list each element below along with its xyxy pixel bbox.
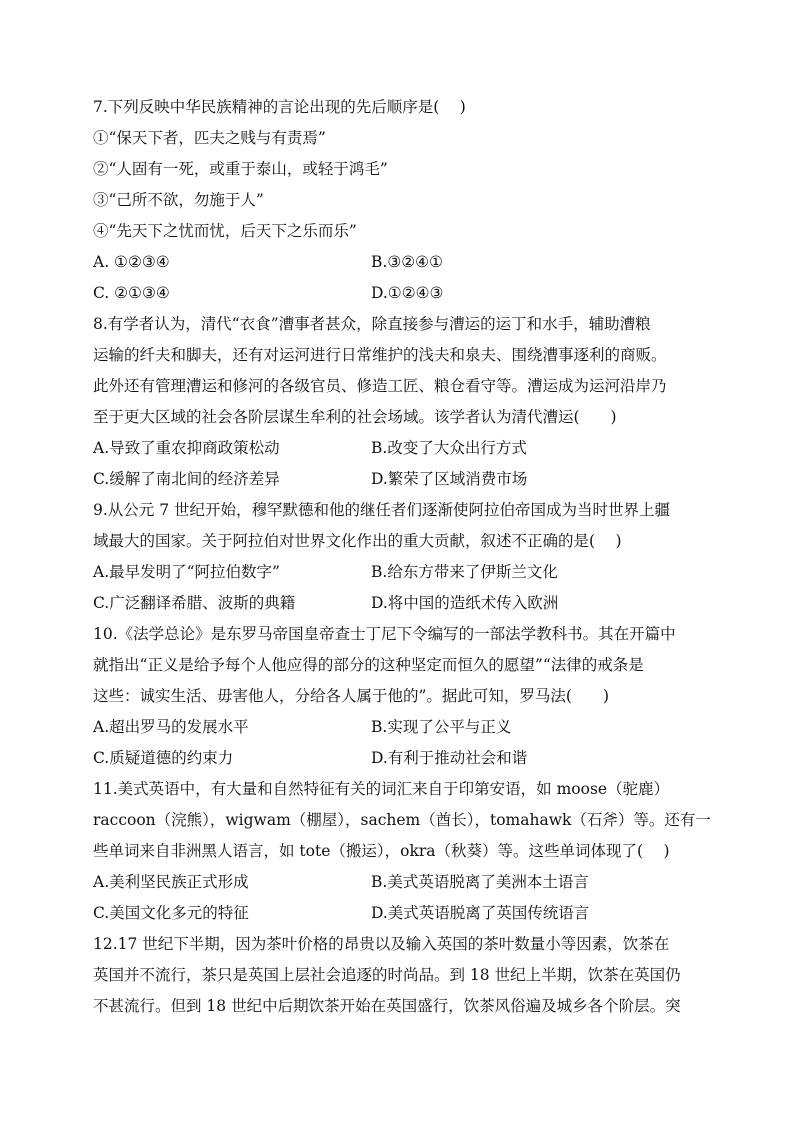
question-10 [93, 619, 705, 774]
option-b: B.改变了大众出行方式 [371, 439, 527, 457]
option-a: A.美利坚民族正式形成 [93, 873, 249, 891]
option-d: D.①②④③ [371, 284, 444, 302]
options-row [93, 247, 705, 278]
option-c: C. ②①③④ [93, 284, 170, 302]
options-row [93, 867, 705, 898]
option-a: A. ①②③④ [93, 253, 170, 271]
option-b: B.实现了公平与正义 [371, 718, 512, 736]
option-a: A.导致了重农抑商政策松动 [93, 439, 280, 457]
option-c: C.缓解了南北间的经济差异 [93, 470, 280, 488]
question-stem-line: 这些：诚实生活、毋害他人，分给各人属于他的”。据此可知，罗马法( ) [93, 687, 610, 705]
option-c: C.广泛翻译希腊、波斯的典籍 [93, 594, 296, 612]
question-stem-line: raccoon（浣熊），wigwam（棚屋），sachem（酋长），tomahawk（石斧）等。还有一 [93, 811, 711, 829]
question-9 [93, 495, 705, 619]
question-stem-line: 10.《法学总论》是东罗马帝国皇帝查士丁尼下令编写的一部法学教科书。其在开篇中 [93, 625, 676, 643]
option-d: D.美式英语脱离了英国传统语言 [371, 904, 590, 922]
options-row [93, 278, 705, 309]
question-stem-line: 就指出“正义是给予每个人他应得的部分的这种坚定而恒久的愿望”“法律的戒条是 [93, 656, 644, 674]
option-b: B.给东方带来了伊斯兰文化 [371, 563, 558, 581]
option-d: D.将中国的造纸术传入欧洲 [371, 594, 559, 612]
question-stem-line: 些单词来自非洲黑人语言，如 tote（搬运），okra（秋葵）等。这些单词体现了( ) [93, 842, 670, 860]
option-b: B.美式英语脱离了美洲本土语言 [371, 873, 589, 891]
exam-page [93, 92, 711, 1022]
question-item: ④“先天下之忧而忧，后天下之乐而乐” [93, 222, 357, 240]
options-row [93, 557, 705, 588]
question-stem-line: 此外还有管理漕运和修河的各级官员、修造工匠、粮仓看守等。漕运成为运河沿岸乃 [93, 377, 667, 395]
option-c: C.质疑道德的约束力 [93, 749, 234, 767]
option-b: B.③②④① [371, 253, 443, 271]
question-stem-line: 英国并不流行，茶只是英国上层社会追逐的时尚品。到 18 世纪上半期，饮茶在英国仍 [93, 966, 681, 984]
question-stem-line: 12.17 世纪下半期，因为茶叶价格的昂贵以及输入英国的茶叶数量小等因素，饮茶在 [93, 935, 670, 953]
question-stem-line: 运输的纤夫和脚夫，还有对运河进行日常维护的浅夫和泉夫、围绕漕事逐利的商贩。 [93, 346, 667, 364]
option-a: A.超出罗马的发展水平 [93, 718, 249, 736]
question-stem-line: 域最大的国家。关于阿拉伯对世界文化作出的重大贡献，叙述不正确的是( ) [93, 532, 622, 550]
option-a: A.最早发明了“阿拉伯数字” [93, 563, 280, 581]
question-11 [93, 774, 711, 929]
option-d: D.有利于推动社会和谐 [371, 749, 528, 767]
question-12 [93, 929, 705, 1022]
question-stem-line: 9.从公元 7 世纪开始，穆罕默德和他的继任者们逐渐使阿拉伯帝国成为当时世界上疆 [93, 501, 671, 519]
question-stem-line: 11.美式英语中，有大量和自然特征有关的词汇来自于印第安语，如 moose（驼鹿） [93, 780, 670, 798]
question-stem-line: 不甚流行。但到 18 世纪中后期饮茶开始在英国盛行，饮茶风俗遍及城乡各个阶层。突 [93, 997, 681, 1015]
options-row [93, 743, 705, 774]
question-stem-line: 至于更大区域的社会各阶层谋生牟利的社会场域。该学者认为清代漕运( ) [93, 408, 617, 426]
question-stem: 7.下列反映中华民族精神的言论出现的先后顺序是( ) [93, 98, 466, 116]
option-c: C.美国文化多元的特征 [93, 904, 249, 922]
options-row [93, 712, 705, 743]
question-7 [93, 92, 705, 309]
options-row [93, 433, 705, 464]
options-row [93, 588, 705, 619]
question-item: ②“人固有一死，或重于泰山，或轻于鸿毛” [93, 160, 388, 178]
options-row [93, 464, 705, 495]
question-item: ①“保天下者，匹夫之贱与有责焉” [93, 129, 326, 147]
question-stem-line: 8.有学者认为，清代“衣食”漕事者甚众，除直接参与漕运的运丁和水手，辅助漕粮 [93, 315, 651, 333]
options-row [93, 898, 705, 929]
question-item: ③“己所不欲，勿施于人” [93, 191, 264, 209]
option-d: D.繁荣了区域消费市场 [371, 470, 528, 488]
question-8 [93, 309, 705, 495]
